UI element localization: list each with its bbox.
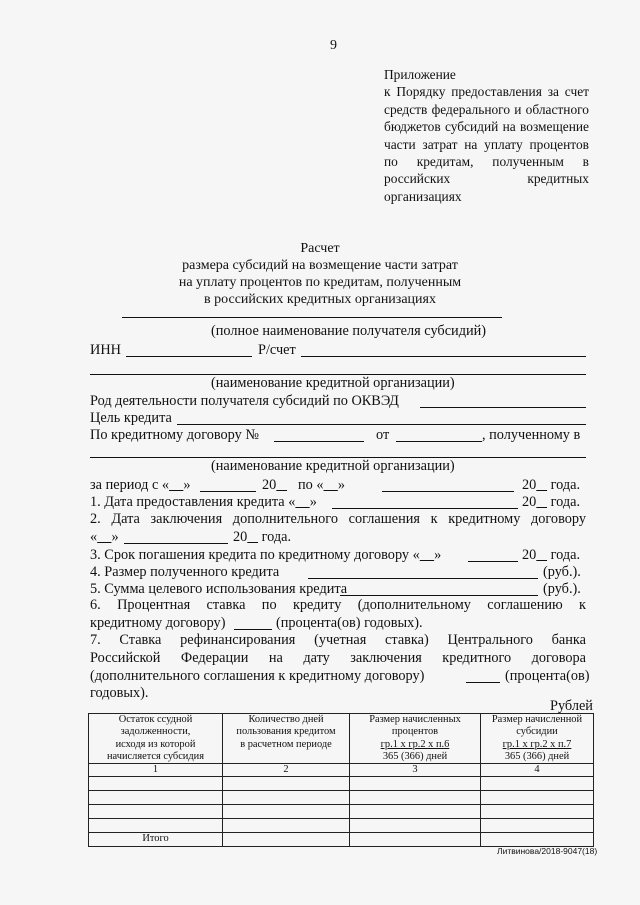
- from-label: от: [376, 427, 390, 443]
- period-from-label: за период с «: [90, 477, 170, 493]
- total-label: Итого: [89, 833, 223, 847]
- item-4-field[interactable]: [308, 578, 538, 579]
- item-2-year: 20 года.: [233, 529, 292, 545]
- item-7-line-1: 7. Ставка рефинансирования (учетная ставка) Центрального банка: [90, 632, 586, 648]
- item-7-field[interactable]: [466, 682, 500, 683]
- recipient-caption: (полное наименование получателя субсидий): [211, 323, 487, 339]
- header-loan-balance: Остаток ссудной задолженности, исходя из которой начисляется субсидия: [89, 714, 223, 764]
- item-7-tail: (процента(ов): [505, 668, 590, 684]
- item-6-tail: (процента(ов) годовых).: [276, 615, 423, 631]
- period-to-month[interactable]: [382, 491, 514, 492]
- period-label: [90, 476, 190, 494]
- period-to-year: 20 года.: [522, 477, 581, 493]
- document-subtitle-line2: на уплату процентов по кредитам, полученным: [178, 275, 462, 290]
- table-row[interactable]: [89, 805, 594, 819]
- bank-caption-1: (наименование кредитной организации): [211, 375, 455, 391]
- purpose-label: Цель кредита: [90, 410, 172, 426]
- period-from-month[interactable]: [200, 491, 256, 492]
- quote-close: »: [183, 477, 191, 493]
- period-to-label: по « »: [298, 477, 345, 493]
- table-header-row: [89, 714, 594, 764]
- item-2-label: 2. Дата заключения дополнительного соглашения к кредитному договору: [90, 511, 586, 527]
- appendix-heading: Приложение: [384, 67, 456, 82]
- item-1-label: 1. Дата предоставления кредита « »: [90, 494, 317, 510]
- inn-field[interactable]: [126, 356, 252, 357]
- table-number-row: 1 2 3 4: [89, 764, 594, 777]
- item-6-line-2: кредитному договору): [90, 615, 226, 631]
- appendix-block: [384, 66, 589, 205]
- inn-label: ИНН: [90, 342, 121, 358]
- item-4-label: 4. Размер полученного кредита: [90, 564, 280, 580]
- contract-label: По кредитному договору №: [90, 427, 259, 443]
- item-3-label: 3. Срок погашения кредита по кредитному договору « »: [90, 547, 442, 563]
- item-5-label: 5. Сумма целевого использования кредита: [90, 581, 348, 597]
- table-total-row: [89, 833, 594, 847]
- appendix-text: к Порядку предоставления за счет средств федерального и областного бюджетов субсидий на возмещение части затрат на уплату процентов по кредитам, полученным в российских кредитных организациях: [384, 84, 589, 204]
- item-3-year: 20 года.: [522, 547, 581, 563]
- period-from-day[interactable]: [169, 477, 183, 493]
- table-row[interactable]: [89, 791, 594, 805]
- document-title: Расчет: [300, 241, 340, 256]
- item-7-line-2: Российской Федерации на дату заключения кредитного договора: [90, 650, 586, 666]
- table-row[interactable]: [89, 777, 594, 791]
- item-7-line-4: годовых).: [90, 685, 149, 701]
- page-number: 9: [330, 38, 337, 53]
- contract-number-field[interactable]: [274, 441, 364, 442]
- item-1-year: 20 года.: [522, 494, 581, 510]
- table-row[interactable]: [89, 819, 594, 833]
- purpose-field[interactable]: [177, 424, 586, 425]
- item-5-unit: (руб.).: [543, 581, 581, 597]
- item-7-line-3: (дополнительного соглашения к кредитному договору): [90, 668, 425, 684]
- bank-caption-2: (наименование кредитной организации): [211, 458, 455, 474]
- account-field[interactable]: [301, 356, 586, 357]
- contract-date-field[interactable]: [396, 441, 482, 442]
- received-label: , полученному в: [482, 427, 581, 443]
- item-6-line-1: 6. Процентная ставка по кредиту (дополнительному соглашению к: [90, 597, 586, 613]
- item-3-month[interactable]: [468, 561, 518, 562]
- period-from-year: 20: [262, 477, 277, 493]
- item-5-field[interactable]: [340, 595, 538, 596]
- item-2-month[interactable]: [124, 543, 228, 544]
- okved-field[interactable]: [420, 407, 586, 408]
- item-2-day: « »: [90, 529, 119, 545]
- subsidy-calculation-table: [88, 713, 594, 847]
- recipient-name-line[interactable]: [122, 317, 502, 318]
- document-subtitle-line1: размера субсидий на возмещение части затрат: [182, 258, 458, 273]
- footer-document-id: Литвинова/2018-9047(18): [497, 846, 598, 856]
- account-label: Р/счет: [258, 342, 296, 358]
- currency-label: Рублей: [550, 698, 593, 714]
- document-subtitle-line3: в российских кредитных организациях: [204, 292, 436, 307]
- item-6-field[interactable]: [234, 629, 272, 630]
- okved-label: Род деятельности получателя субсидий по ОКВЭД: [90, 393, 399, 409]
- item-1-month[interactable]: [332, 508, 518, 509]
- item-4-unit: (руб.).: [543, 564, 581, 580]
- header-subsidy-amount: Размер начисленной субсидии гр.1 х гр.2 х п.7 365 (366) дней: [481, 714, 594, 764]
- header-interest-amount: Размер начисленных процентов гр.1 х гр.2 х п.6 365 (366) дней: [350, 714, 481, 764]
- header-days-count: Количество дней пользования кредитом в расчетном периоде: [223, 714, 350, 764]
